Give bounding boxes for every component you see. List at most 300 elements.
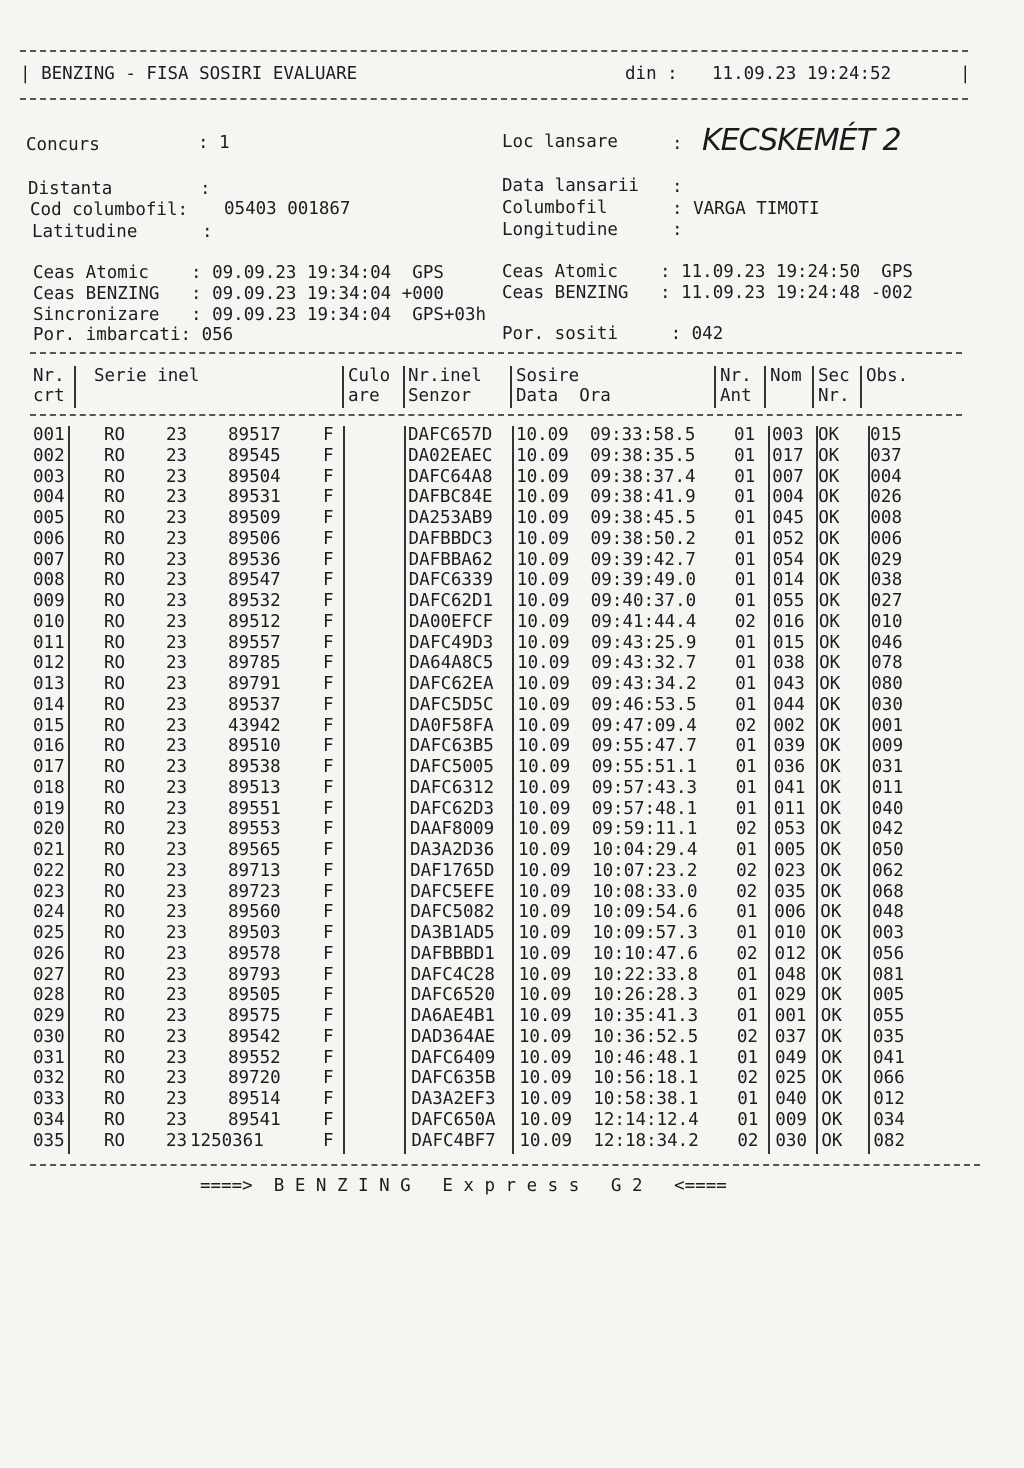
cell-serie-number: 89517 bbox=[228, 425, 281, 445]
cell-nr-crt: 021 bbox=[33, 840, 65, 860]
th-sep-1 bbox=[74, 366, 76, 408]
cell-nr-crt: 012 bbox=[33, 653, 65, 674]
cell-nom: 010 bbox=[774, 923, 806, 943]
cell-sec-nr: OK bbox=[819, 674, 841, 694]
cell-senzor: DAFC5005 bbox=[409, 757, 494, 777]
clock-benzing-start: Ceas BENZING : 09.09.23 19:34:04 +000 bbox=[33, 284, 444, 304]
cell-serie-number: 89503 bbox=[228, 923, 281, 943]
cell-serie-year: 23 bbox=[166, 591, 188, 611]
cell-gender: F bbox=[323, 840, 334, 860]
por-imbarcati-line: Por. imbarcati: 056 bbox=[33, 325, 234, 345]
cell-data: 10.09 bbox=[518, 860, 571, 881]
cell-senzor: DAFC6339 bbox=[408, 570, 493, 591]
cell-nom: 005 bbox=[774, 840, 806, 860]
cell-ora: 10:08:33.0 bbox=[592, 881, 698, 902]
cell-nom: 039 bbox=[773, 736, 806, 757]
cell-nom: 014 bbox=[772, 570, 805, 591]
cell-sec-nr: OK bbox=[820, 1006, 842, 1026]
cell-gender: F bbox=[323, 1130, 334, 1151]
cell-sec-nr: OK bbox=[819, 777, 841, 798]
cell-serie-country: RO bbox=[104, 757, 126, 777]
cell-senzor: DA6AE4B1 bbox=[410, 1006, 496, 1026]
cell-sec-nr: OK bbox=[820, 902, 842, 923]
cell-obs: 066 bbox=[873, 1068, 905, 1089]
table-bottom-dashed-rule bbox=[30, 1164, 980, 1166]
cell-serie-number: 89578 bbox=[228, 943, 281, 964]
cell-gender: F bbox=[323, 570, 334, 591]
cell-serie-country: RO bbox=[104, 591, 126, 611]
cell-serie-number: 89723 bbox=[228, 881, 281, 902]
cell-ora: 09:33:58.5 bbox=[590, 425, 696, 445]
cell-data: 10.09 bbox=[518, 1006, 572, 1026]
cell-obs: 004 bbox=[870, 466, 902, 487]
longitudine-value: : bbox=[672, 220, 683, 240]
cell-nr-crt: 014 bbox=[33, 694, 65, 715]
cell-senzor: DAFBBA62 bbox=[408, 549, 493, 570]
cell-serie-year: 23 bbox=[166, 528, 188, 549]
cell-gender: F bbox=[323, 508, 334, 528]
cell-obs: 046 bbox=[871, 632, 903, 653]
cell-nr-ant: 01 bbox=[736, 985, 758, 1006]
cell-data: 10.09 bbox=[516, 487, 569, 508]
cell-sec-nr: OK bbox=[818, 611, 840, 632]
cell-gender: F bbox=[323, 674, 334, 694]
cell-serie-country: RO bbox=[104, 611, 126, 632]
cell-sec-nr: OK bbox=[818, 508, 840, 528]
cell-nom: 009 bbox=[775, 1109, 807, 1130]
cell-serie-number: 89720 bbox=[228, 1068, 281, 1089]
header-right-bar: | bbox=[960, 64, 971, 84]
cell-ora: 09:46:53.5 bbox=[591, 694, 697, 715]
cell-obs: 009 bbox=[871, 736, 904, 757]
cell-nom: 045 bbox=[772, 508, 804, 528]
cell-serie-number: 89512 bbox=[228, 611, 281, 632]
cell-serie-country: RO bbox=[104, 1026, 126, 1047]
cell-sec-nr: OK bbox=[818, 487, 840, 508]
cell-obs: 030 bbox=[871, 694, 903, 715]
cell-nr-ant: 02 bbox=[737, 1068, 759, 1089]
cell-serie-year: 23 bbox=[166, 943, 188, 964]
cell-ora: 10:10:47.6 bbox=[592, 943, 698, 964]
loc-lansare-colon: : bbox=[672, 134, 683, 154]
cell-nr-ant: 02 bbox=[736, 881, 758, 902]
cell-nom: 012 bbox=[774, 943, 807, 964]
cell-data: 10.09 bbox=[517, 798, 571, 819]
cell-nom: 035 bbox=[774, 881, 806, 902]
cell-serie-number: 89575 bbox=[228, 1006, 281, 1026]
cell-nom: 041 bbox=[773, 777, 806, 798]
cell-sec-nr: OK bbox=[820, 1026, 842, 1047]
cell-serie-country: RO bbox=[104, 570, 126, 591]
cell-nr-ant: 01 bbox=[736, 902, 758, 923]
cell-obs: 055 bbox=[872, 1006, 905, 1026]
distanta-label: Distanta bbox=[28, 179, 113, 199]
cell-serie-number: 89509 bbox=[228, 508, 281, 528]
cell-serie-number: 89506 bbox=[228, 528, 281, 549]
cell-nr-crt: 005 bbox=[33, 508, 65, 528]
cell-nr-ant: 01 bbox=[735, 736, 757, 757]
cell-senzor: DA64A8C5 bbox=[409, 653, 494, 674]
cell-data: 10.09 bbox=[517, 674, 570, 694]
cell-serie-country: RO bbox=[104, 466, 126, 487]
cell-nom: 038 bbox=[773, 653, 805, 674]
cell-nr-crt: 030 bbox=[33, 1026, 65, 1047]
cell-ora: 10:46:48.1 bbox=[593, 1047, 699, 1068]
cell-senzor: DAFC5082 bbox=[410, 902, 495, 923]
cell-data: 10.09 bbox=[517, 715, 571, 736]
cell-sec-nr: OK bbox=[818, 549, 840, 570]
cell-data: 10.09 bbox=[516, 570, 570, 591]
cell-ora: 10:36:52.5 bbox=[592, 1026, 699, 1047]
cell-gender: F bbox=[323, 528, 334, 549]
clock-atomic-start: Ceas Atomic : 09.09.23 19:34:04 GPS bbox=[33, 263, 444, 283]
cell-nom: 001 bbox=[774, 1006, 807, 1026]
cell-gender: F bbox=[323, 487, 334, 508]
cell-serie-number: 89553 bbox=[228, 819, 281, 840]
cell-sec-nr: OK bbox=[818, 570, 840, 591]
cell-gender: F bbox=[323, 798, 334, 819]
cell-sec-nr: OK bbox=[819, 819, 841, 840]
cell-senzor: DAFC63B5 bbox=[409, 736, 494, 757]
cell-sec-nr: OK bbox=[821, 1047, 843, 1068]
cell-nr-crt: 010 bbox=[33, 611, 65, 632]
cell-nr-crt: 016 bbox=[33, 736, 65, 757]
cell-serie-year: 23 bbox=[166, 777, 188, 798]
cell-serie-number: 89557 bbox=[228, 632, 281, 653]
cell-serie-number: 89537 bbox=[228, 694, 281, 715]
cell-obs: 050 bbox=[872, 840, 904, 860]
cell-senzor: DAFC6312 bbox=[409, 777, 494, 798]
cell-obs: 062 bbox=[872, 860, 904, 881]
loc-lansare-value: KECSKEMÉT 2 bbox=[702, 123, 901, 158]
cell-ora: 09:41:44.4 bbox=[590, 611, 697, 632]
cell-serie-number: 89793 bbox=[228, 964, 281, 985]
cell-serie-number: 1250361 bbox=[190, 1130, 264, 1151]
cell-nr-crt: 011 bbox=[33, 632, 65, 653]
report-title: | BENZING - FISA SOSIRI EVALUARE bbox=[20, 64, 358, 84]
cell-nom: 043 bbox=[773, 674, 805, 694]
cell-data: 10.09 bbox=[517, 777, 571, 798]
cell-senzor: DA00EFCF bbox=[408, 611, 494, 632]
cell-serie-number: 89504 bbox=[228, 466, 281, 487]
cell-serie-year: 23 bbox=[166, 1026, 188, 1047]
cell-sec-nr: OK bbox=[819, 632, 841, 653]
cell-data: 10.09 bbox=[516, 466, 569, 487]
cell-sec-nr: OK bbox=[818, 445, 840, 466]
cell-obs: 012 bbox=[873, 1089, 905, 1109]
columbofil-value: : VARGA TIMOTI bbox=[672, 199, 820, 219]
th-sep-4 bbox=[510, 366, 512, 408]
cell-nr-crt: 025 bbox=[33, 923, 65, 943]
top-dashed-rule bbox=[20, 50, 968, 52]
th-sep-3 bbox=[403, 366, 405, 408]
cell-nr-crt: 029 bbox=[33, 1006, 65, 1026]
cell-serie-country: RO bbox=[104, 549, 126, 570]
col-sep-3 bbox=[404, 426, 406, 1154]
cell-serie-number: 43942 bbox=[228, 715, 281, 736]
cell-nr-ant: 01 bbox=[734, 445, 756, 466]
cell-serie-year: 23 bbox=[166, 570, 188, 591]
cell-gender: F bbox=[323, 860, 334, 881]
cell-serie-year: 23 bbox=[166, 1047, 188, 1068]
cell-serie-number: 89532 bbox=[228, 591, 281, 611]
cell-senzor: DA02EAEC bbox=[408, 445, 493, 466]
cell-ora: 09:38:50.2 bbox=[590, 528, 696, 549]
cell-serie-year: 23 bbox=[166, 757, 188, 777]
cell-nr-ant: 01 bbox=[737, 1109, 759, 1130]
sincronizare-line: Sincronizare : 09.09.23 19:34:04 GPS+03h bbox=[33, 305, 487, 325]
cell-obs: 042 bbox=[871, 819, 904, 840]
cell-nr-ant: 01 bbox=[734, 487, 756, 508]
cell-serie-year: 23 bbox=[166, 736, 188, 757]
cell-nom: 003 bbox=[772, 425, 804, 445]
cell-nr-crt: 022 bbox=[33, 860, 65, 881]
cell-ora: 09:38:41.9 bbox=[590, 487, 696, 508]
cell-nom: 017 bbox=[772, 445, 804, 466]
cell-nom: 023 bbox=[774, 860, 806, 881]
cell-nr-crt: 017 bbox=[33, 757, 65, 777]
cell-obs: 035 bbox=[872, 1026, 905, 1047]
cell-nr-ant: 01 bbox=[735, 694, 757, 715]
cell-serie-year: 23 bbox=[166, 674, 188, 694]
cell-nom: 037 bbox=[774, 1026, 807, 1047]
col-sep-6 bbox=[816, 426, 818, 1154]
cell-serie-number: 89552 bbox=[228, 1047, 281, 1068]
cell-nom: 011 bbox=[773, 798, 806, 819]
cell-sec-nr: OK bbox=[818, 466, 840, 487]
cell-serie-number: 89551 bbox=[228, 798, 281, 819]
cell-gender: F bbox=[323, 549, 334, 570]
cell-ora: 09:47:09.4 bbox=[591, 715, 697, 736]
cell-data: 10.09 bbox=[519, 1089, 572, 1109]
cell-nr-ant: 01 bbox=[736, 840, 758, 860]
cell-data: 10.09 bbox=[519, 1047, 572, 1068]
cell-data: 10.09 bbox=[516, 611, 570, 632]
cell-nr-crt: 013 bbox=[33, 674, 65, 694]
cell-serie-year: 23 bbox=[166, 508, 188, 528]
cell-data: 10.09 bbox=[516, 445, 569, 466]
cell-nr-ant: 01 bbox=[734, 549, 756, 570]
cell-ora: 09:43:34.2 bbox=[591, 674, 697, 694]
col-sep-7 bbox=[868, 426, 870, 1154]
cell-obs: 005 bbox=[872, 985, 905, 1006]
th-sosire: Sosire bbox=[516, 366, 580, 386]
cell-obs: 003 bbox=[872, 923, 904, 943]
cell-obs: 029 bbox=[870, 549, 903, 570]
cell-sec-nr: OK bbox=[820, 881, 842, 902]
cell-ora: 09:38:37.4 bbox=[590, 466, 696, 487]
cell-serie-year: 23 bbox=[166, 1109, 188, 1130]
cell-nr-ant: 02 bbox=[735, 715, 757, 736]
cell-obs: 001 bbox=[871, 715, 903, 736]
cell-gender: F bbox=[323, 694, 334, 715]
cell-data: 10.09 bbox=[516, 425, 569, 445]
cell-nr-crt: 019 bbox=[33, 798, 65, 819]
th-sep-8 bbox=[860, 366, 862, 408]
cell-nr-crt: 026 bbox=[33, 943, 65, 964]
cell-serie-number: 89785 bbox=[228, 653, 281, 674]
cell-serie-number: 89538 bbox=[228, 757, 281, 777]
cell-nr-ant: 01 bbox=[737, 1089, 759, 1109]
cell-serie-country: RO bbox=[104, 798, 126, 819]
cell-nr-crt: 015 bbox=[33, 715, 65, 736]
cell-nr-ant: 01 bbox=[734, 425, 756, 445]
cell-data: 10.09 bbox=[517, 694, 570, 715]
cell-data: 10.09 bbox=[518, 964, 572, 985]
cell-nom: 007 bbox=[772, 466, 804, 487]
th-nr-inel: Nr.inel bbox=[408, 366, 482, 386]
distanta-value: : bbox=[200, 179, 211, 199]
cell-nr-ant: 02 bbox=[736, 860, 758, 881]
cell-senzor: DAFC4BF7 bbox=[411, 1130, 496, 1151]
cell-serie-number: 89510 bbox=[228, 736, 281, 757]
cell-ora: 10:09:57.3 bbox=[592, 923, 698, 943]
cell-serie-country: RO bbox=[104, 445, 126, 466]
cell-senzor: DAFC64A8 bbox=[408, 466, 493, 487]
cell-ora: 12:18:34.2 bbox=[593, 1130, 699, 1151]
cell-senzor: DAFBC84E bbox=[408, 487, 493, 508]
cell-serie-year: 23 bbox=[166, 819, 188, 840]
cell-data: 10.09 bbox=[517, 632, 570, 653]
cell-gender: F bbox=[323, 777, 334, 798]
cell-nr-crt: 033 bbox=[33, 1089, 65, 1109]
cell-serie-year: 23 bbox=[166, 445, 188, 466]
cell-nom: 040 bbox=[775, 1089, 807, 1109]
cell-gender: F bbox=[323, 445, 334, 466]
cell-ora: 10:07:23.2 bbox=[592, 860, 698, 881]
cell-ora: 10:56:18.1 bbox=[593, 1068, 699, 1089]
cell-ora: 09:43:25.9 bbox=[591, 632, 697, 653]
cell-serie-number: 89531 bbox=[228, 487, 281, 508]
th-senzor: Senzor bbox=[408, 386, 472, 406]
cell-senzor: DAAF8009 bbox=[409, 819, 495, 840]
th-culoare-2: are bbox=[348, 386, 380, 406]
loc-lansare-label: Loc lansare bbox=[502, 132, 618, 152]
cell-nr-ant: 02 bbox=[737, 1130, 759, 1151]
cell-gender: F bbox=[323, 881, 334, 902]
cell-serie-number: 89513 bbox=[228, 777, 281, 798]
th-nr-ant-2: Ant bbox=[720, 386, 752, 406]
concurs-value: : 1 bbox=[198, 133, 230, 153]
cell-serie-year: 23 bbox=[166, 653, 188, 674]
cod-columbofil-label: Cod columbofil: bbox=[30, 200, 189, 220]
cell-serie-country: RO bbox=[104, 964, 126, 985]
col-sep-1 bbox=[68, 426, 70, 1154]
cell-sec-nr: OK bbox=[821, 1130, 843, 1151]
cell-serie-number: 89536 bbox=[228, 549, 281, 570]
cell-nom: 030 bbox=[775, 1130, 807, 1151]
longitudine-label: Longitudine bbox=[502, 220, 618, 240]
cell-serie-country: RO bbox=[104, 1047, 126, 1068]
cell-obs: 068 bbox=[872, 881, 904, 902]
cell-obs: 038 bbox=[870, 570, 903, 591]
cell-sec-nr: OK bbox=[820, 860, 842, 881]
cell-gender: F bbox=[323, 1089, 334, 1109]
cell-nr-crt: 002 bbox=[33, 445, 65, 466]
cell-nom: 052 bbox=[772, 528, 805, 549]
cell-serie-year: 23 bbox=[166, 611, 188, 632]
cell-senzor: DAFC6409 bbox=[411, 1047, 496, 1068]
cell-nr-crt: 024 bbox=[33, 902, 65, 923]
cell-nom: 025 bbox=[775, 1068, 807, 1089]
cell-serie-number: 89713 bbox=[228, 860, 281, 881]
cell-obs: 010 bbox=[870, 611, 903, 632]
cell-serie-number: 89547 bbox=[228, 570, 281, 591]
th-culoare-1: Culo bbox=[348, 366, 391, 386]
cell-senzor: DAFC62D3 bbox=[409, 798, 495, 819]
cell-ora: 10:35:41.3 bbox=[592, 1006, 699, 1026]
cell-nom: 044 bbox=[773, 694, 805, 715]
cell-sec-nr: OK bbox=[818, 528, 840, 549]
cell-senzor: DAFC650A bbox=[411, 1109, 496, 1130]
cell-serie-year: 23 bbox=[166, 902, 188, 923]
cell-serie-country: RO bbox=[104, 487, 126, 508]
cell-ora: 12:14:12.4 bbox=[593, 1109, 699, 1130]
cell-nr-crt: 007 bbox=[33, 549, 65, 570]
cell-serie-country: RO bbox=[104, 985, 126, 1006]
cell-senzor: DAFC6520 bbox=[410, 985, 495, 1006]
th-sec-1: Sec bbox=[818, 366, 850, 386]
cell-nr-ant: 02 bbox=[734, 611, 756, 632]
cell-serie-year: 23 bbox=[166, 425, 188, 445]
cell-gender: F bbox=[323, 923, 334, 943]
cell-nom: 054 bbox=[772, 549, 805, 570]
cell-serie-year: 23 bbox=[166, 860, 188, 881]
cell-ora: 09:57:43.3 bbox=[591, 777, 698, 798]
cell-serie-country: RO bbox=[104, 860, 126, 881]
cell-senzor: DAD364AE bbox=[410, 1026, 496, 1047]
cell-serie-country: RO bbox=[104, 923, 126, 943]
cell-gender: F bbox=[323, 466, 334, 487]
cell-serie-number: 89565 bbox=[228, 840, 281, 860]
cell-obs: 011 bbox=[871, 777, 904, 798]
cell-serie-year: 23 bbox=[166, 840, 188, 860]
cell-senzor: DAFBBDC3 bbox=[408, 528, 493, 549]
cell-nr-crt: 020 bbox=[33, 819, 65, 840]
cell-data: 10.09 bbox=[517, 819, 571, 840]
cell-gender: F bbox=[323, 425, 334, 445]
cell-nom: 015 bbox=[773, 632, 805, 653]
cell-senzor: DA0F58FA bbox=[409, 715, 494, 736]
cell-ora: 09:59:11.1 bbox=[591, 819, 698, 840]
cell-nr-crt: 035 bbox=[33, 1130, 65, 1151]
cell-nr-ant: 01 bbox=[734, 466, 756, 487]
cell-ora: 09:39:49.0 bbox=[590, 570, 697, 591]
cell-nr-ant: 01 bbox=[735, 653, 757, 674]
cell-nr-ant: 01 bbox=[736, 923, 758, 943]
th-obs: Obs. bbox=[866, 366, 909, 386]
cell-senzor: DAFBBBD1 bbox=[410, 943, 495, 964]
cell-sec-nr: OK bbox=[819, 694, 841, 715]
th-sep-6 bbox=[764, 366, 766, 408]
cell-serie-year: 23 bbox=[166, 923, 188, 943]
cell-gender: F bbox=[323, 591, 334, 611]
cell-obs: 040 bbox=[871, 798, 904, 819]
cell-serie-year: 23 bbox=[166, 487, 188, 508]
clock-benzing-end: Ceas BENZING : 11.09.23 19:24:48 -002 bbox=[502, 283, 913, 303]
concurs-label: Concurs bbox=[26, 135, 100, 155]
cell-sec-nr: OK bbox=[821, 1109, 843, 1130]
cell-senzor: DA3A2D36 bbox=[410, 840, 495, 860]
cell-serie-year: 23 bbox=[166, 694, 188, 715]
cell-gender: F bbox=[323, 1006, 334, 1026]
cell-serie-country: RO bbox=[104, 1068, 126, 1089]
cell-serie-country: RO bbox=[104, 943, 126, 964]
data-lansarii-value: : bbox=[672, 177, 683, 197]
cell-nr-ant: 01 bbox=[736, 1006, 758, 1026]
table-header-dashed-rule bbox=[30, 414, 962, 416]
col-sep-4 bbox=[512, 426, 514, 1154]
